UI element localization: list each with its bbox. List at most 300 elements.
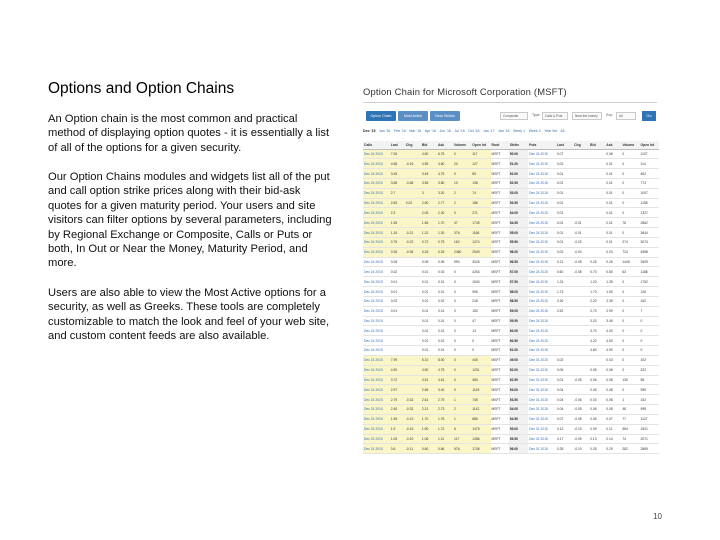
table-row[interactable] bbox=[363, 306, 659, 316]
call-volume: 10 bbox=[453, 178, 471, 188]
table-row[interactable] bbox=[363, 316, 659, 326]
table-row[interactable] bbox=[363, 355, 659, 365]
root-cell: MSFT bbox=[491, 405, 509, 415]
call-bid: 1.65 bbox=[421, 218, 437, 228]
call-change bbox=[405, 208, 421, 218]
call-open-interest: 218 bbox=[471, 296, 490, 306]
root-cell: MSFT bbox=[491, 316, 509, 326]
put-symbol[interactable]: Dec 31 2015 bbox=[528, 444, 556, 454]
call-ask: 0.01 bbox=[437, 316, 453, 326]
column-header[interactable]: Last bbox=[556, 141, 573, 149]
call-symbol[interactable]: Dec 31 2015 bbox=[363, 414, 390, 424]
put-bid: 0.13 bbox=[589, 434, 605, 444]
put-change bbox=[573, 178, 589, 188]
call-volume: 2 bbox=[453, 188, 471, 198]
column-header[interactable]: Bid bbox=[421, 141, 437, 149]
put-symbol[interactable]: Dec 24 2015 bbox=[528, 267, 556, 277]
put-symbol[interactable]: Dec 24 2015 bbox=[528, 296, 556, 306]
table-row[interactable] bbox=[363, 434, 659, 444]
put-symbol[interactable]: Dec 31 2015 bbox=[528, 385, 556, 395]
put-volume: 1445 bbox=[621, 257, 639, 267]
type-select[interactable]: Calls & Puts bbox=[542, 112, 568, 120]
put-symbol[interactable]: Dec 24 2015 bbox=[528, 188, 556, 198]
call-symbol[interactable]: Dec 24 2015 bbox=[363, 287, 390, 297]
column-header[interactable]: Chg bbox=[405, 141, 421, 149]
call-symbol[interactable]: Dec 24 2015 bbox=[363, 159, 390, 169]
call-volume: 0 bbox=[453, 267, 471, 277]
put-change bbox=[573, 336, 589, 346]
column-header[interactable]: Chg bbox=[573, 141, 589, 149]
call-open-interest: 483 bbox=[471, 375, 490, 385]
put-symbol[interactable]: Dec 24 2015 bbox=[528, 159, 556, 169]
put-bid: 3.70 bbox=[589, 326, 605, 336]
put-bid: 0.03 bbox=[589, 395, 605, 405]
put-last: 0.04 bbox=[556, 395, 573, 405]
put-change bbox=[573, 198, 589, 208]
call-symbol[interactable]: Dec 31 2015 bbox=[363, 434, 390, 444]
call-change bbox=[405, 169, 421, 179]
put-volume: 0 bbox=[621, 355, 639, 365]
table-row[interactable] bbox=[363, 257, 659, 267]
call-bid: 0.25 bbox=[421, 247, 437, 257]
expiration-tab[interactable]: Jul '16 bbox=[454, 129, 465, 133]
table-row[interactable] bbox=[363, 188, 659, 198]
put-last: 0.13 bbox=[556, 424, 573, 434]
expiration-tab[interactable]: Jun '16 bbox=[439, 129, 451, 133]
strike-cell: 53.00 bbox=[509, 385, 528, 395]
go-button[interactable]: Go bbox=[642, 111, 656, 121]
put-bid: 1.20 bbox=[589, 277, 605, 287]
put-open-interest: 1752 bbox=[640, 277, 659, 287]
option-chain-button[interactable]: Option Chain bbox=[366, 111, 396, 121]
put-symbol[interactable]: Dec 24 2015 bbox=[528, 306, 556, 316]
put-last: 0.04 bbox=[556, 405, 573, 415]
call-open-interest: 1201 bbox=[471, 365, 490, 375]
put-ask: 0.07 bbox=[605, 414, 621, 424]
put-symbol[interactable]: Dec 24 2015 bbox=[528, 326, 556, 336]
call-symbol[interactable]: Dec 31 2015 bbox=[363, 395, 390, 405]
expiration-tab[interactable]: Year list bbox=[544, 129, 557, 133]
table-row[interactable] bbox=[363, 365, 659, 375]
table-row[interactable] bbox=[363, 208, 659, 218]
strike-cell: 53.50 bbox=[509, 395, 528, 405]
call-symbol[interactable]: Dec 31 2015 bbox=[363, 424, 390, 434]
strike-cell: 51.00 bbox=[509, 159, 528, 169]
call-ask: 0.01 bbox=[437, 306, 453, 316]
call-symbol[interactable]: Dec 31 2015 bbox=[363, 444, 390, 454]
put-bid: 4.20 bbox=[589, 336, 605, 346]
call-symbol[interactable]: Dec 24 2015 bbox=[363, 198, 390, 208]
table-row[interactable] bbox=[363, 267, 659, 277]
strike-cell: 54.00 bbox=[509, 405, 528, 415]
put-symbol[interactable]: Dec 31 2015 bbox=[528, 414, 556, 424]
put-volume: 0 bbox=[621, 198, 639, 208]
call-open-interest: 3026 bbox=[471, 257, 490, 267]
call-symbol[interactable]: Dec 24 2015 bbox=[363, 178, 390, 188]
root-cell: MSFT bbox=[491, 277, 509, 287]
table-row[interactable] bbox=[363, 178, 659, 188]
call-change bbox=[405, 346, 421, 356]
put-symbol[interactable]: Dec 31 2015 bbox=[528, 395, 556, 405]
put-open-interest: 0 bbox=[640, 316, 659, 326]
call-bid: 0.01 bbox=[421, 277, 437, 287]
call-symbol[interactable]: Dec 24 2015 bbox=[363, 228, 390, 238]
put-change: -0.02 bbox=[573, 237, 589, 247]
put-bid bbox=[589, 237, 605, 247]
call-change: -0.11 bbox=[405, 444, 421, 454]
type-label: Type: bbox=[532, 113, 541, 117]
root-cell: MSFT bbox=[491, 306, 509, 316]
put-symbol[interactable]: Dec 24 2015 bbox=[528, 316, 556, 326]
put-last: 2.52 bbox=[556, 306, 573, 316]
table-row[interactable] bbox=[363, 218, 659, 228]
put-volume: 0 bbox=[621, 169, 639, 179]
call-ask: 0.01 bbox=[437, 277, 453, 287]
root-cell: MSFT bbox=[491, 336, 509, 346]
call-volume: 990 bbox=[453, 257, 471, 267]
table-row[interactable] bbox=[363, 277, 659, 287]
call-last bbox=[390, 336, 405, 346]
call-bid: 5.10 bbox=[421, 355, 437, 365]
call-last: 2.65 bbox=[390, 198, 405, 208]
table-row[interactable] bbox=[363, 346, 659, 356]
call-volume: 0 bbox=[453, 287, 471, 297]
call-symbol[interactable]: Dec 24 2015 bbox=[363, 188, 390, 198]
put-volume: 0 bbox=[621, 277, 639, 287]
call-last: 7.05 bbox=[390, 149, 405, 159]
call-change: -0.22 bbox=[405, 237, 421, 247]
column-header[interactable]: Volume bbox=[621, 141, 639, 149]
column-header[interactable]: Volume bbox=[453, 141, 471, 149]
put-volume: 0 bbox=[621, 188, 639, 198]
table-row[interactable] bbox=[363, 149, 659, 159]
call-change: -0.36 bbox=[405, 247, 421, 257]
put-symbol[interactable]: Dec 31 2015 bbox=[528, 355, 556, 365]
root-cell: MSFT bbox=[491, 326, 509, 336]
strike-cell: 59.00 bbox=[509, 306, 528, 316]
call-bid: 4.60 bbox=[421, 149, 437, 159]
put-symbol[interactable]: Dec 31 2015 bbox=[528, 365, 556, 375]
put-symbol[interactable]: Dec 24 2015 bbox=[528, 237, 556, 247]
call-change bbox=[405, 188, 421, 198]
call-open-interest: 445 bbox=[471, 355, 490, 365]
column-header[interactable]: Last bbox=[390, 141, 405, 149]
put-symbol[interactable]: Dec 31 2015 bbox=[528, 434, 556, 444]
call-symbol[interactable]: Dec 24 2015 bbox=[363, 247, 390, 257]
put-symbol[interactable]: Dec 24 2015 bbox=[528, 287, 556, 297]
root-cell: MSFT bbox=[491, 346, 509, 356]
call-change: -0.32 bbox=[405, 405, 421, 415]
table-row[interactable] bbox=[363, 424, 659, 434]
call-bid: 0.05 bbox=[421, 257, 437, 267]
column-header[interactable]: Root bbox=[491, 141, 509, 149]
call-ask: 4.75 bbox=[437, 365, 453, 375]
strike-cell: 55.50 bbox=[509, 237, 528, 247]
call-open-interest: 0 bbox=[471, 346, 490, 356]
table-row[interactable] bbox=[363, 159, 659, 169]
put-symbol[interactable]: Dec 24 2015 bbox=[528, 346, 556, 356]
call-ask: 0.01 bbox=[437, 336, 453, 346]
expiration-tab[interactable]: Jan '17 bbox=[483, 129, 495, 133]
moneyness-select[interactable]: Near the money bbox=[572, 112, 602, 120]
call-ask: 4.75 bbox=[437, 169, 453, 179]
exchange-select[interactable]: Composite bbox=[500, 112, 528, 120]
call-last: 2.45 bbox=[390, 405, 405, 415]
put-symbol[interactable]: Dec 24 2015 bbox=[528, 277, 556, 287]
call-last: 0.02 bbox=[390, 267, 405, 277]
call-bid: 0.01 bbox=[421, 267, 437, 277]
put-volume: 63 bbox=[621, 267, 639, 277]
call-change bbox=[405, 355, 421, 365]
expiration-tab[interactable]: Apr '16 bbox=[424, 129, 436, 133]
call-change bbox=[405, 287, 421, 297]
put-volume: 76 bbox=[621, 218, 639, 228]
put-volume: 584 bbox=[621, 424, 639, 434]
put-symbol[interactable]: Dec 24 2015 bbox=[528, 198, 556, 208]
expiration-select[interactable]: All bbox=[616, 112, 636, 120]
put-last bbox=[556, 336, 573, 346]
expiration-tab[interactable]: Week 1 bbox=[512, 129, 526, 133]
table-header-row bbox=[363, 141, 659, 149]
call-open-interest: 1274 bbox=[471, 237, 490, 247]
put-last: 0.04 bbox=[556, 385, 573, 395]
root-cell: MSFT bbox=[491, 159, 509, 169]
put-open-interest: 3074 bbox=[640, 237, 659, 247]
column-header[interactable]: Calls bbox=[363, 141, 390, 149]
call-volume: 0 bbox=[453, 326, 471, 336]
table-row[interactable] bbox=[363, 336, 659, 346]
root-cell: MSFT bbox=[491, 414, 509, 424]
put-ask: 0.08 bbox=[605, 395, 621, 405]
call-symbol[interactable]: Dec 31 2015 bbox=[363, 385, 390, 395]
call-volume: 576 bbox=[453, 444, 471, 454]
call-open-interest: 271 bbox=[471, 208, 490, 218]
put-symbol[interactable]: Dec 24 2015 bbox=[528, 257, 556, 267]
put-open-interest: 0 bbox=[640, 336, 659, 346]
call-ask: 3.80 bbox=[437, 178, 453, 188]
column-header[interactable]: Puts bbox=[528, 141, 556, 149]
call-ask: 2.30 bbox=[437, 208, 453, 218]
call-open-interest: 905 bbox=[471, 287, 490, 297]
put-symbol[interactable]: Dec 24 2015 bbox=[528, 169, 556, 179]
column-header[interactable]: Strike bbox=[509, 141, 528, 149]
put-ask: 4.50 bbox=[605, 336, 621, 346]
call-ask: 0.66 bbox=[437, 444, 453, 454]
call-bid: 0.01 bbox=[421, 346, 437, 356]
table-row[interactable] bbox=[363, 247, 659, 257]
put-bid bbox=[589, 169, 605, 179]
put-volume: 0 bbox=[621, 385, 639, 395]
table-row[interactable] bbox=[363, 326, 659, 336]
call-change: -0.21 bbox=[405, 228, 421, 238]
call-symbol[interactable]: Dec 24 2015 bbox=[363, 169, 390, 179]
call-symbol[interactable]: Dec 24 2015 bbox=[363, 218, 390, 228]
call-last: 3.45 bbox=[390, 169, 405, 179]
put-symbol[interactable]: Dec 31 2015 bbox=[528, 405, 556, 415]
call-symbol[interactable]: Dec 24 2015 bbox=[363, 296, 390, 306]
call-volume: 0 bbox=[453, 316, 471, 326]
call-change bbox=[405, 149, 421, 159]
expiration-tab[interactable]: Dec '15 bbox=[363, 129, 376, 133]
put-volume: 724 bbox=[621, 247, 639, 257]
expiration-tab[interactable]: Week 2 bbox=[528, 129, 541, 133]
put-last: 1.24 bbox=[556, 277, 573, 287]
put-last: 0.07 bbox=[556, 149, 573, 159]
expiration-tabs bbox=[363, 127, 659, 135]
table-row[interactable] bbox=[363, 228, 659, 238]
call-last: 0.05 bbox=[390, 257, 405, 267]
call-symbol[interactable]: Dec 24 2015 bbox=[363, 316, 390, 326]
column-header[interactable]: Ask bbox=[605, 141, 621, 149]
expiration-tab[interactable]: Oct '16 bbox=[468, 129, 480, 133]
call-change bbox=[405, 296, 421, 306]
root-cell: MSFT bbox=[491, 375, 509, 385]
put-change: -0.01 bbox=[573, 228, 589, 238]
put-last: 0.01 bbox=[556, 169, 573, 179]
root-cell: MSFT bbox=[491, 208, 509, 218]
most-active-button[interactable]: Most Active bbox=[398, 111, 428, 121]
call-change bbox=[405, 326, 421, 336]
put-ask: 0.01 bbox=[605, 159, 621, 169]
call-symbol[interactable]: Dec 24 2015 bbox=[363, 267, 390, 277]
put-symbol[interactable]: Dec 31 2015 bbox=[528, 424, 556, 434]
put-ask: 0.26 bbox=[605, 257, 621, 267]
chain-title: Option Chain for Microsoft Corporation (MSFT) bbox=[363, 86, 567, 97]
expiration-tab[interactable]: Feb '16 bbox=[393, 129, 406, 133]
call-bid: 2.60 bbox=[421, 198, 437, 208]
call-symbol[interactable]: Dec 24 2015 bbox=[363, 277, 390, 287]
expiration-tab[interactable]: All bbox=[560, 129, 565, 133]
call-last: 0.26 bbox=[390, 247, 405, 257]
call-change bbox=[405, 336, 421, 346]
put-open-interest: 102 bbox=[640, 355, 659, 365]
table-row[interactable] bbox=[363, 237, 659, 247]
near-strikes-button[interactable]: Near Strikes bbox=[430, 111, 460, 121]
call-last: 1.95 bbox=[390, 414, 405, 424]
call-symbol[interactable]: Dec 24 2015 bbox=[363, 237, 390, 247]
call-symbol[interactable]: Dec 24 2015 bbox=[363, 336, 390, 346]
column-header[interactable]: Bid bbox=[589, 141, 605, 149]
put-change bbox=[573, 306, 589, 316]
call-change bbox=[405, 218, 421, 228]
table-row[interactable] bbox=[363, 198, 659, 208]
root-cell: MSFT bbox=[491, 149, 509, 159]
call-bid: 3.55 bbox=[421, 178, 437, 188]
call-volume: 0 bbox=[453, 296, 471, 306]
expiration-tab[interactable]: Jan '16 bbox=[378, 129, 391, 133]
call-symbol[interactable]: Dec 24 2015 bbox=[363, 149, 390, 159]
strike-cell: 60.00 bbox=[509, 326, 528, 336]
put-open-interest: 162 bbox=[640, 296, 659, 306]
strike-cell: 59.50 bbox=[509, 316, 528, 326]
put-last: 0.01 bbox=[556, 178, 573, 188]
put-last: 0.01 bbox=[556, 218, 573, 228]
strike-cell: 55.00 bbox=[509, 228, 528, 238]
put-symbol[interactable]: Dec 31 2015 bbox=[528, 375, 556, 385]
call-open-interest: 127 bbox=[471, 159, 490, 169]
table-row[interactable] bbox=[363, 169, 659, 179]
put-open-interest: 1107 bbox=[640, 149, 659, 159]
table-row[interactable] bbox=[363, 405, 659, 415]
put-ask: 4.90 bbox=[605, 346, 621, 356]
put-last: 0.60 bbox=[556, 267, 573, 277]
root-cell: MSFT bbox=[491, 395, 509, 405]
call-last: 3.68 bbox=[390, 178, 405, 188]
expiration-tab[interactable]: Mar '16 bbox=[409, 129, 422, 133]
put-change bbox=[573, 296, 589, 306]
call-symbol[interactable]: Dec 24 2015 bbox=[363, 346, 390, 356]
put-last: 0.01 bbox=[556, 375, 573, 385]
call-change bbox=[405, 277, 421, 287]
call-open-interest: 1149 bbox=[471, 385, 490, 395]
put-change bbox=[573, 316, 589, 326]
call-symbol[interactable]: Dec 24 2015 bbox=[363, 208, 390, 218]
put-symbol[interactable]: Dec 24 2015 bbox=[528, 247, 556, 257]
table-row[interactable] bbox=[363, 385, 659, 395]
put-symbol[interactable]: Dec 24 2015 bbox=[528, 208, 556, 218]
put-last: 0.01 bbox=[556, 228, 573, 238]
put-open-interest: 3644 bbox=[640, 228, 659, 238]
call-symbol[interactable]: Dec 31 2015 bbox=[363, 355, 390, 365]
call-symbol[interactable]: Dec 31 2015 bbox=[363, 375, 390, 385]
put-ask: 0.01 bbox=[605, 208, 621, 218]
call-volume: 376 bbox=[453, 228, 471, 238]
call-symbol[interactable]: Dec 31 2015 bbox=[363, 405, 390, 415]
put-open-interest: 1327 bbox=[640, 208, 659, 218]
call-last: 0.01 bbox=[390, 306, 405, 316]
put-symbol[interactable]: Dec 24 2015 bbox=[528, 149, 556, 159]
call-symbol[interactable]: Dec 24 2015 bbox=[363, 326, 390, 336]
call-symbol[interactable]: Dec 24 2015 bbox=[363, 306, 390, 316]
put-bid: 0.06 bbox=[589, 414, 605, 424]
call-bid: 1.22 bbox=[421, 228, 437, 238]
root-cell: MSFT bbox=[491, 444, 509, 454]
column-header[interactable]: Open Int bbox=[471, 141, 490, 149]
call-open-interest: 138 bbox=[471, 178, 490, 188]
call-ask: 1.70 bbox=[437, 218, 453, 228]
exp-label: Exp: bbox=[606, 113, 613, 117]
column-header[interactable]: Open Int bbox=[640, 141, 659, 149]
root-cell: MSFT bbox=[491, 198, 509, 208]
put-ask: 1.90 bbox=[605, 287, 621, 297]
table-row[interactable] bbox=[363, 375, 659, 385]
table-row[interactable] bbox=[363, 395, 659, 405]
put-symbol[interactable]: Dec 24 2015 bbox=[528, 228, 556, 238]
call-symbol[interactable]: Dec 24 2015 bbox=[363, 257, 390, 267]
expiration-tab[interactable]: Jan '18 bbox=[498, 129, 510, 133]
put-volume: 0 bbox=[621, 326, 639, 336]
root-cell: MSFT bbox=[491, 385, 509, 395]
root-cell: MSFT bbox=[491, 228, 509, 238]
put-symbol[interactable]: Dec 24 2015 bbox=[528, 336, 556, 346]
call-ask: 4.60 bbox=[437, 159, 453, 169]
table-row[interactable] bbox=[363, 414, 659, 424]
table-row[interactable] bbox=[363, 296, 659, 306]
table-row[interactable] bbox=[363, 444, 659, 454]
strike-cell: 57.00 bbox=[509, 267, 528, 277]
put-symbol[interactable]: Dec 24 2015 bbox=[528, 178, 556, 188]
root-cell: MSFT bbox=[491, 287, 509, 297]
table-row[interactable] bbox=[363, 287, 659, 297]
put-change: -0.04 bbox=[573, 247, 589, 257]
put-symbol[interactable]: Dec 24 2015 bbox=[528, 218, 556, 228]
call-bid: 4.55 bbox=[421, 159, 437, 169]
put-ask: 0.08 bbox=[605, 385, 621, 395]
root-cell: MSFT bbox=[491, 424, 509, 434]
column-header[interactable]: Ask bbox=[437, 141, 453, 149]
root-cell: MSFT bbox=[491, 267, 509, 277]
call-symbol[interactable]: Dec 31 2015 bbox=[363, 365, 390, 375]
